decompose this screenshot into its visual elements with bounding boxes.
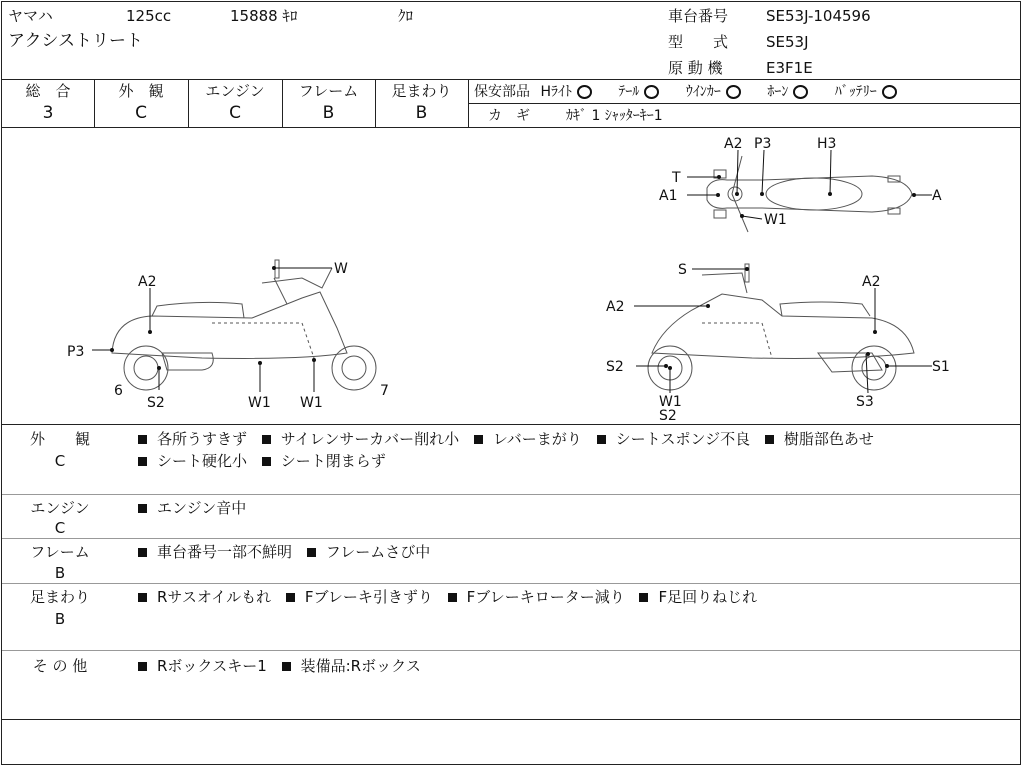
frame-no-label: 車台番号 <box>668 7 729 25</box>
bullet-icon <box>138 593 147 602</box>
bullet-icon <box>282 662 291 671</box>
type-label: 型 式 <box>668 33 729 51</box>
bullet-icon <box>597 435 606 444</box>
remarks-line <box>2 583 1020 584</box>
frame-section-title: フレーム <box>30 543 90 561</box>
exterior-label: 外 観 <box>118 82 164 100</box>
remark-item: エンジン音中 <box>157 499 247 517</box>
suspension-grade-label: 足まわり <box>391 82 452 100</box>
key-value: ｶｷﾞ 1 ｼｬｯﾀｰｷｰ1 <box>566 108 663 124</box>
exterior-section-grade: C <box>54 452 66 470</box>
engine-section-title: エンジン <box>30 499 90 517</box>
headlight-label: Hﾗｲﾄ <box>540 84 572 100</box>
remark-item: F足回りねじれ <box>658 588 758 606</box>
label-right-s2b: S2 <box>659 408 677 424</box>
engine-grade: C <box>229 103 241 123</box>
inspection-sheet <box>1 1 1021 765</box>
type-value: SE53J <box>766 33 809 51</box>
frame-no: SE53J-104596 <box>766 7 871 25</box>
bullet-icon <box>765 435 774 444</box>
headlight-ok-icon <box>577 85 592 99</box>
horn-ok-icon <box>793 85 808 99</box>
suspension-section-grade: B <box>54 610 66 628</box>
frame-remarks <box>136 543 438 561</box>
bullet-icon <box>262 435 271 444</box>
label-left-6: 6 <box>114 383 123 399</box>
label-left-w1a: W1 <box>248 395 271 411</box>
label-top-t: T <box>672 170 681 186</box>
bullet-icon <box>448 593 457 602</box>
remarks-line <box>2 538 1020 539</box>
remark-item: シート閉まらず <box>280 452 386 470</box>
maker: ヤマハ <box>8 7 53 25</box>
battery-label: ﾊﾞｯﾃﾘｰ <box>834 84 877 100</box>
label-right-a2a: A2 <box>606 299 625 315</box>
bullet-icon <box>138 662 147 671</box>
safety-divider <box>468 103 1020 104</box>
damage-diagram <box>2 128 1020 424</box>
remark-item: 装備品:Rボックス <box>300 657 421 675</box>
label-left-a2: A2 <box>138 274 157 290</box>
label-top-a1: A1 <box>659 188 678 204</box>
engine-model-label: 原 動 機 <box>668 59 723 77</box>
winker-ok-icon <box>726 85 741 99</box>
remark-item: レバーまがり <box>492 430 582 448</box>
label-top-h3: H3 <box>817 136 837 152</box>
exterior-grade: C <box>135 103 147 123</box>
bullet-icon <box>138 435 147 444</box>
color: ｸﾛ <box>398 7 414 25</box>
engine-remarks <box>136 499 254 517</box>
remark-item: シート硬化小 <box>157 452 248 470</box>
label-top-a2: A2 <box>724 136 743 152</box>
other-section-title: そ の 他 <box>32 657 88 675</box>
label-left-p3: P3 <box>67 344 85 360</box>
exterior-remarks-2 <box>136 452 394 470</box>
suspension-grade: B <box>415 103 428 123</box>
remark-item: 樹脂部色あせ <box>783 430 874 448</box>
bullet-icon <box>307 548 316 557</box>
label-right-a2b: A2 <box>862 274 881 290</box>
exterior-section-title: 外 観 <box>29 430 90 448</box>
remark-item: Fブレーキ引きずり <box>304 588 433 606</box>
remark-item: シートスポンジ不良 <box>615 430 751 448</box>
label-left-w1b: W1 <box>300 395 323 411</box>
key-label: カ ギ <box>488 108 530 124</box>
exterior-remarks <box>136 430 882 448</box>
remarks-bottom-line <box>2 719 1020 720</box>
displacement: 125cc <box>126 7 172 25</box>
remarks-line <box>2 494 1020 495</box>
label-right-s2a: S2 <box>606 359 624 375</box>
remark-item: フレームさび中 <box>325 543 431 561</box>
engine-section-grade: C <box>54 519 66 537</box>
bullet-icon <box>286 593 295 602</box>
remarks-line <box>2 650 1020 651</box>
bullet-icon <box>138 504 147 513</box>
taillight-ok-icon <box>644 85 659 99</box>
engine-grade-label: エンジン <box>205 82 265 100</box>
label-left-s2: S2 <box>147 395 165 411</box>
bullet-icon <box>639 593 648 602</box>
frame-grade-label: フレーム <box>298 82 359 100</box>
remark-item: Fブレーキローター減り <box>466 588 625 606</box>
remark-item: Rボックスキー1 <box>157 657 267 675</box>
winker-label: ｳｲﾝｶｰ <box>685 84 721 100</box>
model-name: アクシストリート <box>8 31 143 51</box>
remarks-top-line <box>2 424 1020 425</box>
horn-label: ﾎｰﾝ <box>767 84 789 100</box>
remark-item: サイレンサーカバー削れ小 <box>280 430 460 448</box>
engine-model-value: E3F1E <box>766 59 813 77</box>
safety-row <box>474 83 897 101</box>
taillight-label: ﾃｰﾙ <box>618 84 640 100</box>
grade-top-line <box>2 79 1020 80</box>
bullet-icon <box>138 457 147 466</box>
label-left-w: W <box>334 261 348 277</box>
mileage: 15888 ｷﾛ <box>230 7 298 25</box>
overall-label: 総 合 <box>25 82 71 100</box>
other-remarks <box>136 657 429 675</box>
label-right-s1: S1 <box>932 359 950 375</box>
label-right-s3: S3 <box>856 394 874 410</box>
bullet-icon <box>138 548 147 557</box>
label-right-w1: W1 <box>659 394 682 410</box>
remark-item: 各所うすきず <box>157 430 248 448</box>
label-left-7: 7 <box>380 383 389 399</box>
remark-item: Rサスオイルもれ <box>157 588 272 606</box>
bullet-icon <box>262 457 271 466</box>
label-top-p3: P3 <box>754 136 772 152</box>
overall-grade: 3 <box>42 103 54 123</box>
bullet-icon <box>474 435 483 444</box>
suspension-section-title: 足まわり <box>29 588 90 606</box>
frame-section-grade: B <box>54 564 66 582</box>
label-right-s: S <box>678 262 687 278</box>
suspension-remarks <box>136 588 765 606</box>
safety-label: 保安部品 <box>474 84 530 100</box>
battery-ok-icon <box>882 85 897 99</box>
remark-item: 車台番号一部不鮮明 <box>157 543 293 561</box>
label-top-a: A <box>932 188 942 204</box>
frame-grade: B <box>322 103 335 123</box>
label-top-w1: W1 <box>764 212 787 228</box>
